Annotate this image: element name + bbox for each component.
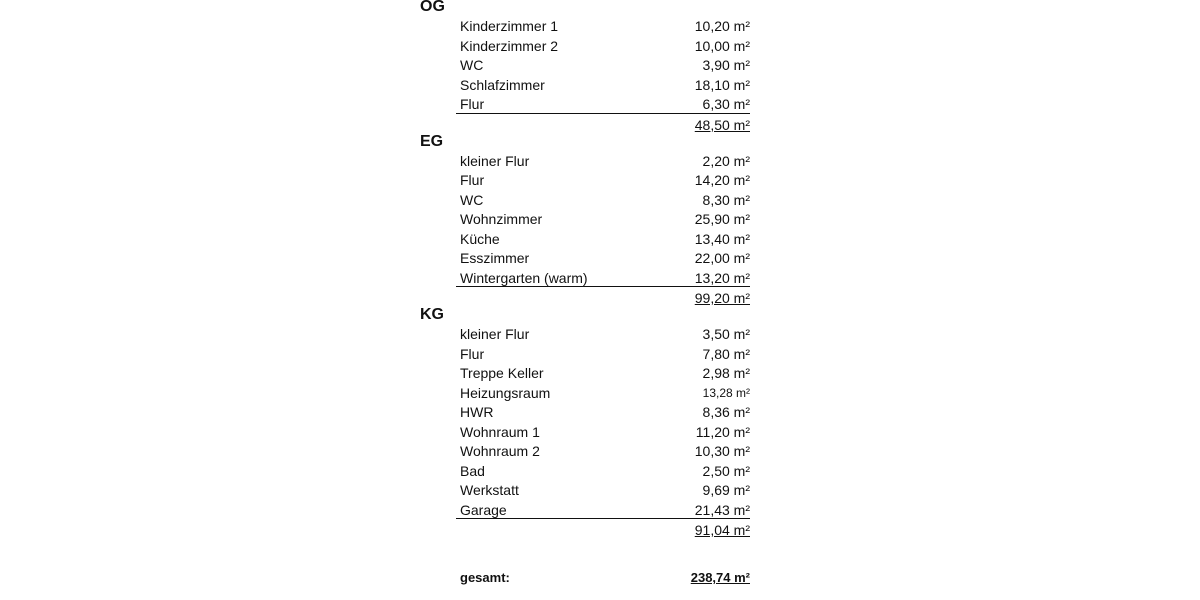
table-row (420, 345, 760, 365)
room-name: WC (460, 57, 484, 73)
room-name: Wintergarten (warm) (460, 269, 588, 286)
floor-title: EG (420, 132, 444, 150)
room-name: Wohnraum 2 (460, 443, 540, 459)
room-name: Flur (460, 96, 485, 112)
table-row (420, 423, 760, 443)
room-name: Kinderzimmer 1 (460, 18, 559, 34)
room-area: 8,36 m² (702, 404, 750, 420)
table-row (420, 37, 760, 57)
room-name: Kinderzimmer 2 (460, 37, 559, 54)
table-row (420, 210, 760, 230)
table-row (420, 442, 760, 462)
room-area: 2,98 m² (702, 365, 750, 381)
room-area: 3,90 m² (702, 57, 750, 73)
room-area: 22,00 m² (694, 250, 750, 266)
room-name: WC (460, 191, 484, 208)
room-area: 6,30 m² (702, 96, 750, 112)
table-row (420, 76, 760, 96)
room-area: 25,90 m² (694, 211, 750, 227)
table-row (420, 501, 760, 521)
subtotal-value: 91,04 m² (694, 522, 750, 538)
room-name: kleiner Flur (460, 326, 530, 342)
floor-section-eg (420, 132, 760, 309)
table-row (420, 17, 760, 37)
room-name: HWR (460, 404, 494, 420)
floor-section-kg (420, 305, 760, 540)
subtotal-value: 48,50 m² (694, 116, 750, 133)
table-row (420, 95, 760, 115)
table-row (420, 230, 760, 250)
floor-title: KG (420, 306, 444, 323)
room-name: Heizungsraum (460, 384, 551, 401)
floor-title: OG (420, 0, 445, 15)
room-area: 8,30 m² (702, 191, 750, 208)
table-row (420, 171, 760, 191)
table-row (420, 152, 760, 172)
room-name: Flur (460, 345, 485, 362)
room-area: 10,00 m² (694, 37, 750, 54)
table-row (420, 403, 760, 423)
room-name: Garage (460, 501, 507, 518)
room-area: 13,20 m² (694, 269, 750, 286)
table-row (420, 384, 760, 404)
room-name: kleiner Flur (460, 152, 530, 169)
table-row (420, 325, 760, 345)
floor-section-og (420, 0, 760, 135)
grand-total-row (420, 568, 760, 588)
table-row (420, 462, 760, 482)
area-table (420, 0, 760, 585)
room-name: Wohnraum 1 (460, 423, 540, 440)
room-area: 18,10 m² (694, 76, 750, 93)
room-name: Küche (460, 230, 500, 247)
room-area: 10,30 m² (694, 443, 750, 459)
room-name: Werkstatt (460, 482, 519, 498)
grand-total-value: 238,74 m² (690, 570, 750, 585)
room-area: 10,20 m² (694, 18, 750, 34)
room-name: Wohnzimmer (460, 211, 543, 227)
floor-subtotal (420, 520, 760, 540)
room-area: 2,50 m² (702, 462, 750, 479)
grand-total-label: gesamt: (460, 570, 510, 585)
room-area: 9,69 m² (702, 482, 750, 498)
subtotal-value: 99,20 m² (694, 290, 750, 306)
table-row (420, 481, 760, 501)
table-row (420, 56, 760, 76)
table-row (420, 249, 760, 269)
table-row (420, 269, 760, 289)
room-area: 21,43 m² (694, 501, 750, 518)
room-name: Esszimmer (460, 250, 530, 266)
room-name: Bad (460, 462, 485, 479)
room-area: 13,40 m² (694, 230, 750, 247)
room-area: 11,20 m² (695, 423, 750, 440)
room-area: 14,20 m² (694, 172, 750, 188)
room-name: Treppe Keller (460, 365, 544, 381)
table-row (420, 191, 760, 211)
table-row (420, 364, 760, 384)
room-area: 7,80 m² (702, 345, 750, 362)
room-area: 3,50 m² (702, 326, 750, 342)
room-area: 13,28 m² (702, 385, 750, 400)
room-name: Flur (460, 172, 485, 188)
room-area: 2,20 m² (702, 152, 750, 169)
room-name: Schlafzimmer (460, 76, 545, 93)
